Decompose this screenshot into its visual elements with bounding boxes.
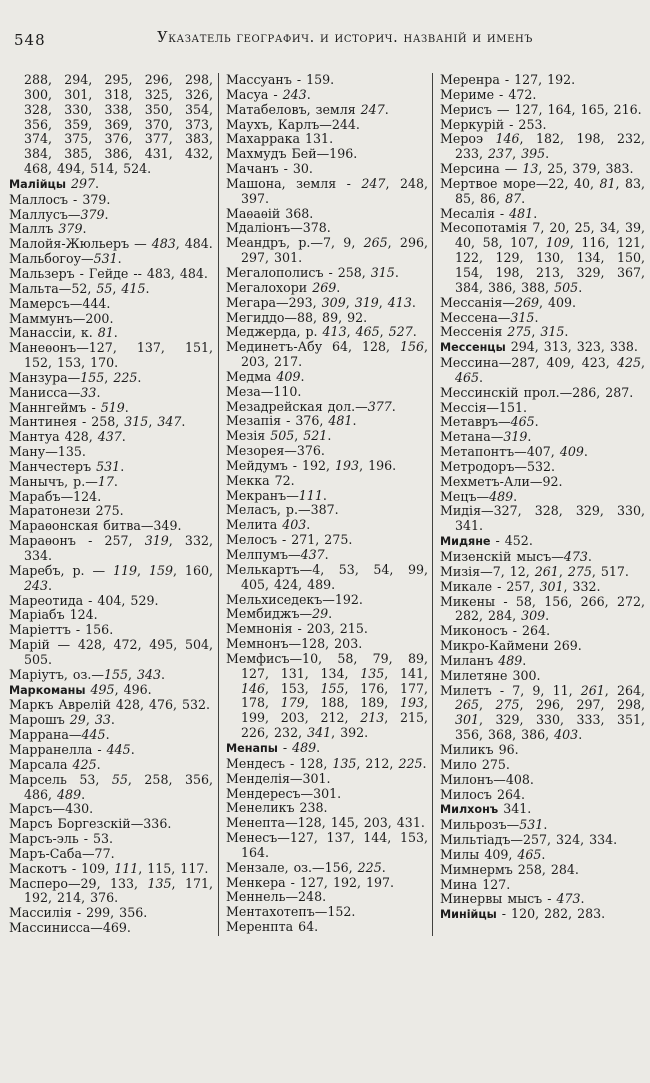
index-entry: Меренпта 64. bbox=[226, 919, 319, 935]
index-entry: Маркоманы 495, 496. bbox=[9, 681, 152, 697]
index-entry: Маръ-Саба—77. bbox=[9, 845, 115, 861]
index-entry: Менкера - 127, 192, 197. bbox=[226, 874, 395, 890]
index-entry: Мараѳонская битва—349. bbox=[9, 518, 182, 534]
index-entry: Менепта—128, 145, 203, 431. bbox=[226, 815, 425, 831]
index-entry: Мезадрейская дол.—377. bbox=[226, 398, 396, 414]
index-entry: Мемнонія - 203, 215. bbox=[226, 621, 368, 637]
index-entry: Манчестеръ 531. bbox=[9, 458, 125, 474]
index-entry: Марсала 425. bbox=[9, 756, 101, 772]
index-entry: Миликъ 96. bbox=[440, 741, 519, 757]
index-entry: Марабъ—124. bbox=[9, 488, 102, 504]
index-entry: Мензале, оз.—156, 225. bbox=[226, 859, 386, 875]
index-entry: Мехметъ-Али—92. bbox=[440, 473, 563, 489]
index-entry: Метавръ—465. bbox=[440, 414, 539, 430]
index-entry: Мейдумъ - 192, 193, 196. bbox=[226, 457, 397, 473]
index-entry: Мессія—151. bbox=[440, 399, 528, 415]
index-entry: Мизенскій мысъ—473. bbox=[440, 549, 592, 564]
index-entry: Менесъ—127, 137, 144, 153, 164. bbox=[226, 830, 428, 860]
index-entry: Мантуа 428, 437. bbox=[9, 429, 126, 445]
index-entry: Мемнонъ—128, 203. bbox=[226, 636, 363, 652]
index-entry: Марсъ-эль - 53. bbox=[9, 831, 113, 847]
index-entry: Меджерда, р. 413, 465, 527. bbox=[226, 324, 417, 340]
index-entry: Мельхиседекъ—192. bbox=[226, 591, 363, 607]
index-entry: Мендересъ—301. bbox=[226, 785, 342, 801]
index-entry: Меласъ, р.—387. bbox=[226, 502, 339, 518]
index-entry: Маннгеймъ - 519. bbox=[9, 399, 129, 415]
index-entry: Мильрозъ—531. bbox=[440, 817, 548, 833]
index-entry: Мессинскій прол.—286, 287. bbox=[440, 384, 634, 400]
index-entry: Микале - 257, 301, 332. bbox=[440, 578, 601, 594]
index-entry: Маркъ Аврелій 428, 476, 532. bbox=[9, 697, 211, 713]
index-entry: Мессина—287, 409, 423, 425, 465. bbox=[440, 355, 645, 385]
index-entry: Минійцы - 120, 282, 283. bbox=[440, 906, 606, 922]
index-entry: Ману—135. bbox=[9, 444, 86, 460]
index-entry: Мегиддо—88, 89, 92. bbox=[226, 309, 368, 325]
running-header bbox=[0, 30, 650, 52]
index-column-left bbox=[9, 73, 219, 936]
index-entry: Мантинея - 258, 315, 347. bbox=[9, 414, 186, 430]
index-column-right bbox=[433, 73, 645, 936]
index-entry: Меренра - 127, 192. bbox=[440, 72, 576, 87]
index-entry: Мессанія—269, 409. bbox=[440, 294, 577, 310]
index-entry: Малійцы 297. bbox=[9, 175, 100, 191]
index-entry: Манычъ, р.—17. bbox=[9, 473, 118, 489]
index-entry: Меннель—248. bbox=[226, 889, 327, 905]
index-entry: Мезорея—376. bbox=[226, 443, 325, 459]
index-entry: Массуанъ - 159. bbox=[226, 72, 335, 87]
index-entry: Мертвое море—22, 40, 81, 83, 85, 86, 87. bbox=[440, 175, 645, 206]
index-entry: Милхонъ 341. bbox=[440, 801, 532, 817]
index-entry: Марранелла - 445. bbox=[9, 741, 135, 757]
index-entry: Мелькартъ—4, 53, 54, 99, 405, 424, 489. bbox=[226, 561, 428, 592]
index-entry: Мериме - 472. bbox=[440, 86, 537, 102]
index-entry: Мессенцы 294, 313, 323, 338. bbox=[440, 339, 638, 355]
index-entry: Мальта—52, 55, 415. bbox=[9, 280, 150, 296]
index-entry: Мальбогоу—531. bbox=[9, 251, 122, 267]
index-entry: Масуа - 243. bbox=[226, 86, 311, 102]
index-entry: Месалія - 481. bbox=[440, 205, 538, 221]
index-entry: Мекка 72. bbox=[226, 472, 295, 488]
index-entry: Мильтіадъ—257, 324, 334. bbox=[440, 832, 618, 848]
index-entry: Мизія—7, 12, 261, 275, 517. bbox=[440, 563, 629, 579]
index-entry: Мемфисъ—10, 58, 79, 89, 127, 131, 134, 135, 141, 146, 153, 155, 176, 177, 178, 179, 188, 189, 193, 199, 203, 212, 213, 215, 226, 232, 341, 392. bbox=[226, 650, 428, 741]
index-entry: Мегалополисъ - 258, 315. bbox=[226, 264, 399, 280]
index-entry: Микро-Каймени 269. bbox=[440, 638, 582, 654]
index-entry: Маребъ, р. — 119, 159, 160, 243. bbox=[9, 562, 213, 593]
index-entry: Мезія 505, 521. bbox=[226, 428, 332, 444]
index-entry: Маррана—445. bbox=[9, 727, 110, 743]
index-entry: Марій — 428, 472, 495, 504, 505. bbox=[9, 637, 213, 667]
index-entry: Ментахотепъ—152. bbox=[226, 904, 356, 920]
index-entry: Метродоръ—532. bbox=[440, 458, 556, 474]
index-entry: Мерсина — 13, 25, 379, 383. bbox=[440, 161, 634, 177]
index-entry: Микены - 58, 156, 266, 272, 282, 284, 309. bbox=[440, 593, 645, 624]
index-entry: Манзура—155, 225. bbox=[9, 369, 142, 385]
index-entry: Мидяне - 452. bbox=[440, 533, 533, 549]
index-entry: Мараѳонъ - 257, 319, 332, 334. bbox=[9, 533, 213, 563]
index-entry: Менделія—301. bbox=[226, 770, 331, 786]
index-entry: Маухъ, Карлъ—244. bbox=[226, 116, 360, 132]
index-entry: Медма 409. bbox=[226, 368, 305, 384]
index-entry: Манисса—33. bbox=[9, 384, 101, 400]
index-entry: Менеликъ 238. bbox=[226, 800, 328, 816]
index-entry: Мезапія - 376, 481. bbox=[226, 413, 357, 429]
index-entry: Массинисса—469. bbox=[9, 920, 131, 936]
index-entry: Мелосъ - 271, 275. bbox=[226, 532, 353, 548]
index-entry: Мединетъ-Абу 64, 128, 156, 203, 217. bbox=[226, 339, 428, 370]
index-entry: Маммунъ—200. bbox=[9, 310, 114, 326]
index-entry: Мегалохори 269. bbox=[226, 279, 341, 295]
index-entry: Манассіи, к. 81. bbox=[9, 325, 118, 341]
index-entry: Менапы - 489. bbox=[226, 739, 321, 755]
index-entry: Марсель 53, 55, 258, 356, 486, 489. bbox=[9, 771, 213, 802]
index-entry: Миконосъ - 264. bbox=[440, 623, 551, 639]
index-entry: Мелита 403. bbox=[226, 517, 311, 533]
index-entry: Маскотъ - 109, 111, 115, 117. bbox=[9, 860, 209, 876]
index-entry: Маріутъ, оз.—155, 343. bbox=[9, 666, 166, 682]
index-entry: Мерисъ — 127, 164, 165, 216. bbox=[440, 101, 642, 117]
index-entry: Милы 409, 465. bbox=[440, 846, 546, 862]
index-entry: Махаррака 131. bbox=[226, 131, 334, 147]
index-entry: Массилія - 299, 356. bbox=[9, 905, 148, 921]
running-title: Указатель географич. и историч. названій и именъ bbox=[157, 30, 533, 46]
index-entry: Мероэ 146, 182, 198, 232, 233, 237, 395. bbox=[440, 131, 645, 162]
index-entry: Мальзеръ - Гейде -- 483, 484. bbox=[9, 265, 208, 281]
index-column-middle bbox=[219, 73, 433, 936]
index-entry: Мидія—327, 328, 329, 330, 341. bbox=[440, 503, 645, 534]
index-entry: Мессенія 275, 315. bbox=[440, 324, 569, 340]
index-entry: Маріабъ 124. bbox=[9, 607, 98, 623]
index-entry: Мина 127. bbox=[440, 876, 511, 892]
index-entry: Мимнермъ 258, 284. bbox=[440, 861, 579, 877]
index-entry: Миланъ 489. bbox=[440, 652, 527, 668]
index-entry: Марошъ 29, 33. bbox=[9, 712, 115, 728]
index-entry: Меза—110. bbox=[226, 383, 302, 399]
index-entry: Милонъ—408. bbox=[440, 771, 534, 787]
index-entry: Махмудъ Бей—196. bbox=[226, 146, 358, 162]
index-entry: Метана—319. bbox=[440, 429, 532, 445]
index-entry: Марсъ—430. bbox=[9, 801, 94, 817]
index-entry: Минервы мысъ - 473. bbox=[440, 891, 585, 907]
index-entry: Меандръ, р.—7, 9, 265, 296, 297, 301. bbox=[226, 235, 428, 266]
index-entry: Мило 275. bbox=[440, 756, 510, 772]
index-entry: Маллосъ - 379. bbox=[9, 191, 111, 207]
index-entry: Милетяне 300. bbox=[440, 667, 541, 683]
index-entry: 288, 294, 295, 296, 298, 300, 301, 318, 325, 326, 328, 330, 338, 350, 354, 356, 359, 369, 370, 373, 374, 375, 376, 377, 383, 384, 385, 386, 431, 432, 468, 494, 514, 524. bbox=[24, 72, 213, 177]
index-entry: Милосъ 264. bbox=[440, 786, 525, 802]
index-entry: Маллусъ—379. bbox=[9, 206, 109, 222]
index-entry: Машона, земля - 247, 248, 397. bbox=[226, 175, 428, 206]
index-entry: Мелпумъ—437. bbox=[226, 547, 329, 562]
index-entry: Мецъ—489. bbox=[440, 488, 518, 504]
index-entry: Манеѳонъ—127, 137, 151, 152, 153, 170. bbox=[9, 340, 213, 371]
index-entry: Мареотида - 404, 529. bbox=[9, 592, 159, 608]
index-entry: Маратонези 275. bbox=[9, 503, 124, 519]
index-entry: Маріеттъ - 156. bbox=[9, 622, 114, 638]
index-entry: Маллъ 379. bbox=[9, 221, 87, 237]
index-entry: Мендесъ - 128, 135, 212, 225. bbox=[226, 755, 427, 771]
index-entry: Меркурій - 253. bbox=[440, 116, 547, 132]
index-entry: Месопотамія 7, 20, 25, 34, 39, 40, 58, 107, 109, 116, 121, 122, 129, 130, 134, 150, 154, 198, 213, 329, 367, 384, 386, 388, 505. bbox=[440, 220, 646, 295]
index-entry: Масперо—29, 133, 135, 171, 192, 214, 376. bbox=[9, 875, 213, 906]
index-entry: Мекранъ—111. bbox=[226, 487, 327, 503]
index-entry: Маѳаѳій 368. bbox=[226, 205, 314, 221]
index-entry: Малойя-Жюльеръ — 483, 484. bbox=[9, 236, 213, 252]
page-number: 548 bbox=[14, 31, 46, 49]
index-entry: Милетъ - 7, 9, 11, 261, 264, 265, 275, 296, 297, 298, 301, 329, 330, 333, 351, 356, 368, 386, 403. bbox=[440, 682, 645, 743]
index-entry: Мамерсъ—444. bbox=[9, 295, 111, 311]
index-entry: Марсъ Боргезскій—336. bbox=[9, 816, 172, 832]
index-entry: Мдаліонъ—378. bbox=[226, 220, 331, 236]
index-entry: Мачанъ - 30. bbox=[226, 161, 313, 177]
index-columns bbox=[9, 73, 645, 936]
index-entry: Матабеловъ, земля 247. bbox=[226, 101, 389, 117]
index-entry: Мембиджъ—29. bbox=[226, 606, 333, 622]
index-entry: Метапонтъ—407, 409. bbox=[440, 444, 588, 460]
index-entry: Мегара—293, 309, 319, 413. bbox=[226, 294, 416, 310]
index-entry: Мессена—315. bbox=[440, 309, 539, 325]
